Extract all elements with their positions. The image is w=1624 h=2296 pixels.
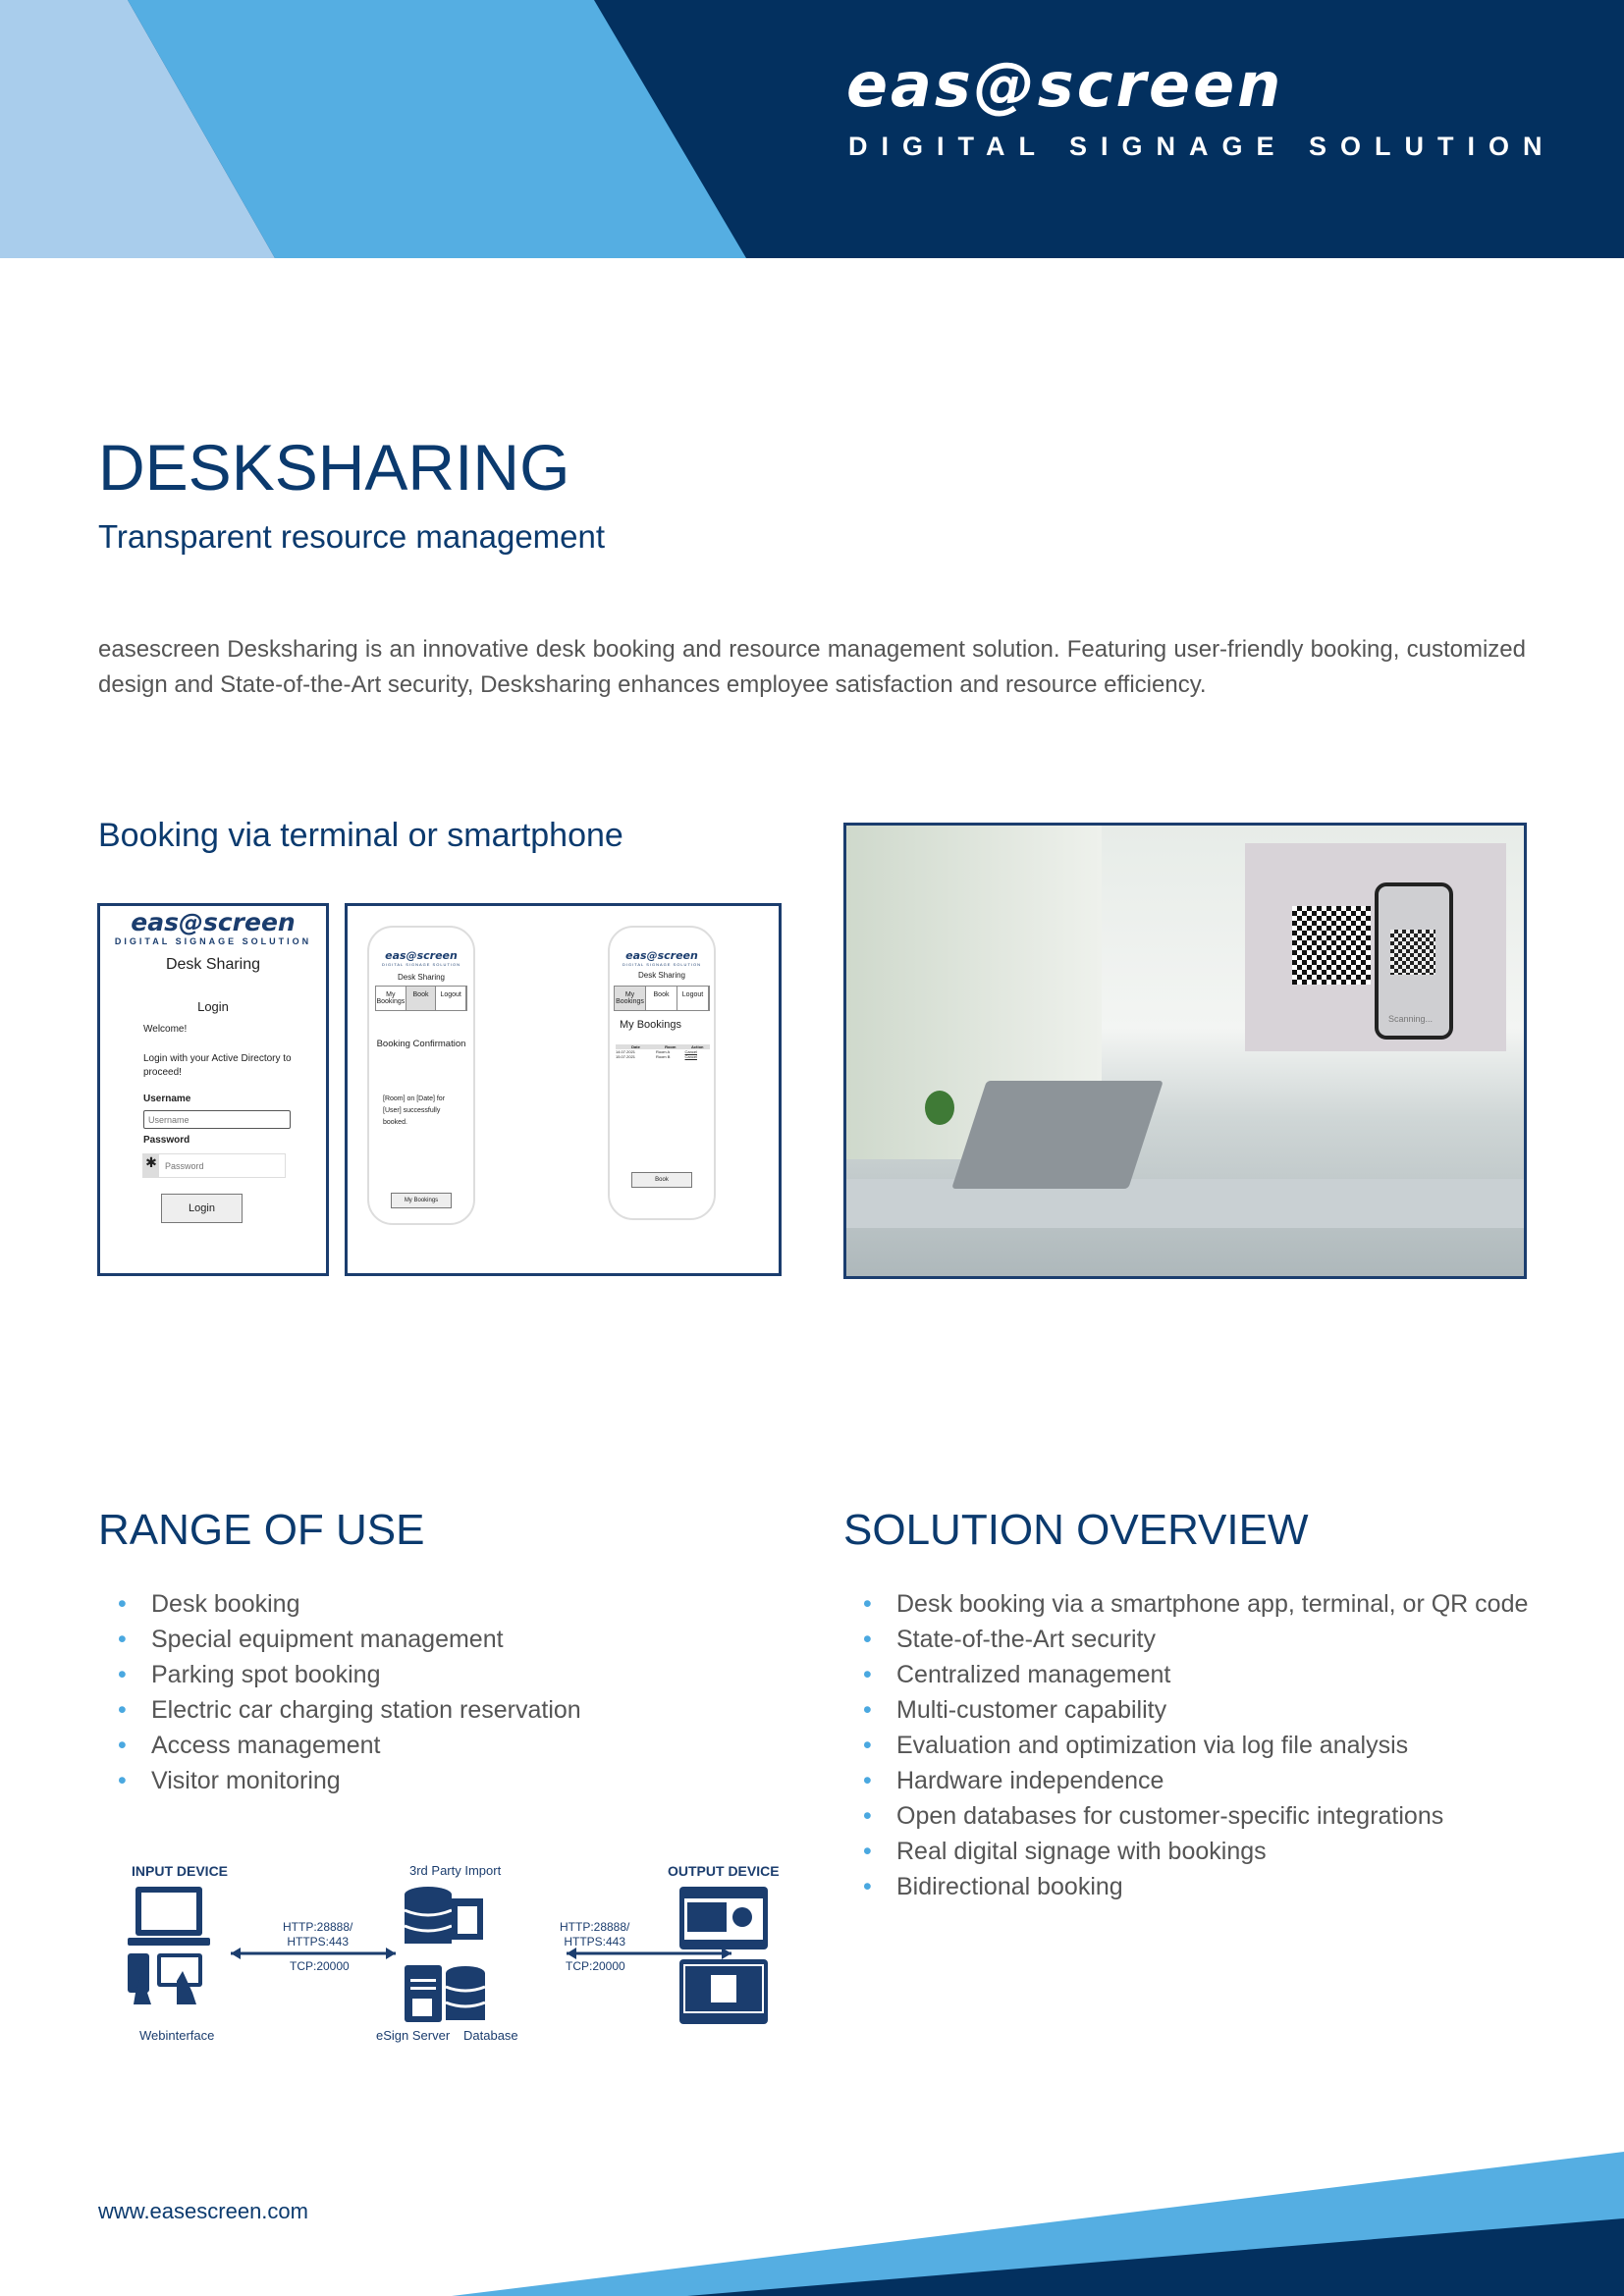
cell: 15.07.2021 bbox=[616, 1054, 636, 1059]
brand-tagline: DIGITAL SIGNAGE SOLUTION bbox=[848, 132, 1556, 161]
page-subtitle: Transparent resource management bbox=[98, 518, 606, 555]
intro-paragraph: easescreen Desksharing is an innovative desk booking and resource management solution. Featuring user-friendly booking, customized design and State-of-the-Art security, Desksharing enhances employee satisfaction and resource efficiency. bbox=[98, 636, 1526, 698]
mock-tagline: DIGITAL SIGNAGE SOLUTION bbox=[381, 962, 460, 967]
bookings-table bbox=[616, 1044, 710, 1059]
solution-heading: SOLUTION OVERVIEW bbox=[843, 1506, 1309, 1554]
mock-app-title: Desk Sharing bbox=[637, 971, 686, 980]
input-device-label: INPUT DEVICE bbox=[132, 1863, 229, 1879]
col-date: Date bbox=[631, 1044, 640, 1049]
header-banner bbox=[0, 0, 1624, 258]
phones-mockup bbox=[345, 903, 782, 1276]
tab-my-bookings[interactable]: My Bookings bbox=[615, 987, 646, 1010]
protocol-tcp-right: TCP:20000 bbox=[566, 1959, 625, 1973]
brand-logo: eas@screen bbox=[846, 49, 1284, 121]
protocol-left bbox=[283, 1920, 352, 1949]
third-party-label: 3rd Party Import bbox=[409, 1863, 502, 1878]
qr-card bbox=[1245, 843, 1506, 1051]
footer-stripes bbox=[0, 2140, 1624, 2296]
book-button[interactable]: Book bbox=[631, 1172, 692, 1188]
qr-code-screen bbox=[1390, 930, 1435, 975]
password-input[interactable] bbox=[159, 1154, 285, 1177]
desk bbox=[846, 1179, 1527, 1228]
cell: Room A bbox=[655, 1049, 671, 1054]
list-item: • State-of-the-Art security bbox=[843, 1622, 1528, 1657]
mock-app-title: Desk Sharing bbox=[165, 956, 261, 973]
confirmation-heading: Booking Confirmation bbox=[376, 1039, 466, 1049]
my-bookings-button[interactable]: My Bookings bbox=[391, 1193, 452, 1208]
cancel-link[interactable]: Cancel bbox=[684, 1054, 697, 1059]
solution-list bbox=[843, 1586, 1528, 1904]
mock-logo: eas@screen bbox=[385, 949, 458, 962]
list-item: • Evaluation and optimization via log file analysis bbox=[843, 1728, 1528, 1763]
mock-instruction: Login with your Active Directory to proceed! bbox=[143, 1053, 292, 1078]
tab-book[interactable]: Book bbox=[646, 987, 677, 1010]
footer-url[interactable]: www.easescreen.com bbox=[98, 2199, 308, 2223]
page-title: DESKSHARING bbox=[98, 431, 570, 504]
mock-welcome: Welcome! bbox=[143, 1024, 188, 1035]
webinterface-label: Webinterface bbox=[139, 2028, 215, 2043]
list-item: • Desk booking bbox=[98, 1586, 581, 1622]
plant bbox=[925, 1091, 954, 1125]
tab-logout[interactable]: Logout bbox=[677, 987, 709, 1010]
tab-book[interactable]: Book bbox=[406, 987, 437, 1010]
qr-code bbox=[1292, 906, 1371, 985]
list-item: • Hardware independence bbox=[843, 1763, 1528, 1798]
input-devices-icon bbox=[128, 1883, 216, 2030]
output-devices-icon bbox=[677, 1885, 771, 2027]
cell: Room B bbox=[655, 1054, 671, 1059]
mock-tagline: DIGITAL SIGNAGE SOLUTION bbox=[114, 936, 312, 946]
protocol-right bbox=[560, 1920, 629, 1949]
cancel-link[interactable]: Cancel bbox=[684, 1049, 697, 1054]
protocol-tcp-left: TCP:20000 bbox=[290, 1959, 350, 1973]
range-list bbox=[98, 1586, 581, 1798]
asterisk-icon: ✱ bbox=[143, 1154, 159, 1177]
booking-heading: Booking via terminal or smartphone bbox=[98, 817, 623, 854]
esign-server-label: eSign Server bbox=[376, 2028, 451, 2043]
list-item: • Bidirectional booking bbox=[843, 1869, 1528, 1904]
protocol-http: HTTP:28888/ bbox=[560, 1920, 630, 1934]
mock-logo: eas@screen bbox=[625, 949, 698, 962]
list-item: • Access management bbox=[98, 1728, 581, 1763]
password-label: Password bbox=[143, 1135, 190, 1146]
mock-logo: eas@screen bbox=[131, 908, 296, 936]
list-item: • Parking spot booking bbox=[98, 1657, 581, 1692]
list-item: • Multi-customer capability bbox=[843, 1692, 1528, 1728]
list-item: • Real digital signage with bookings bbox=[843, 1834, 1528, 1869]
confirmation-message: [Room] on [Date] for [User] successfully booked. bbox=[383, 1095, 446, 1126]
office-photo bbox=[843, 823, 1527, 1279]
table-row bbox=[616, 1054, 710, 1059]
scanning-text: Scanning... bbox=[1388, 1014, 1434, 1024]
output-device-label: OUTPUT DEVICE bbox=[668, 1863, 780, 1879]
header-stripes bbox=[0, 0, 1624, 258]
mock-app-title: Desk Sharing bbox=[397, 973, 446, 982]
cell: 14.07.2021 bbox=[616, 1049, 636, 1054]
col-room: Room bbox=[665, 1044, 677, 1049]
protocol-https: HTTPS:443 bbox=[564, 1935, 626, 1949]
phone-confirmation bbox=[367, 926, 475, 1225]
username-label: Username bbox=[143, 1094, 191, 1104]
col-action: Action bbox=[691, 1044, 704, 1049]
phone-scanner bbox=[1375, 882, 1453, 1040]
database-label: Database bbox=[463, 2028, 518, 2043]
list-item: • Visitor monitoring bbox=[98, 1763, 581, 1798]
list-item: • Desk booking via a smartphone app, terminal, or QR code bbox=[843, 1586, 1528, 1622]
architecture-diagram bbox=[118, 1845, 805, 2061]
mock-tagline: DIGITAL SIGNAGE SOLUTION bbox=[622, 962, 701, 967]
my-bookings-heading: My Bookings bbox=[620, 1019, 681, 1031]
login-button[interactable]: Login bbox=[161, 1194, 243, 1223]
tab-logout[interactable]: Logout bbox=[436, 987, 466, 1010]
login-mockup bbox=[97, 903, 329, 1276]
range-heading: RANGE OF USE bbox=[98, 1506, 425, 1554]
list-item: • Electric car charging station reservation bbox=[98, 1692, 581, 1728]
mock-login-heading: Login bbox=[197, 999, 229, 1014]
password-field[interactable] bbox=[142, 1153, 286, 1178]
laptop bbox=[951, 1081, 1164, 1189]
protocol-http: HTTP:28888/ bbox=[283, 1920, 353, 1934]
protocol-https: HTTPS:443 bbox=[287, 1935, 350, 1949]
list-item: • Centralized management bbox=[843, 1657, 1528, 1692]
phone-my-bookings bbox=[608, 926, 716, 1220]
tab-my-bookings[interactable]: My Bookings bbox=[376, 987, 406, 1010]
list-item: • Open databases for customer-specific integrations bbox=[843, 1798, 1528, 1834]
username-input[interactable] bbox=[143, 1110, 291, 1129]
list-item: • Special equipment management bbox=[98, 1622, 581, 1657]
